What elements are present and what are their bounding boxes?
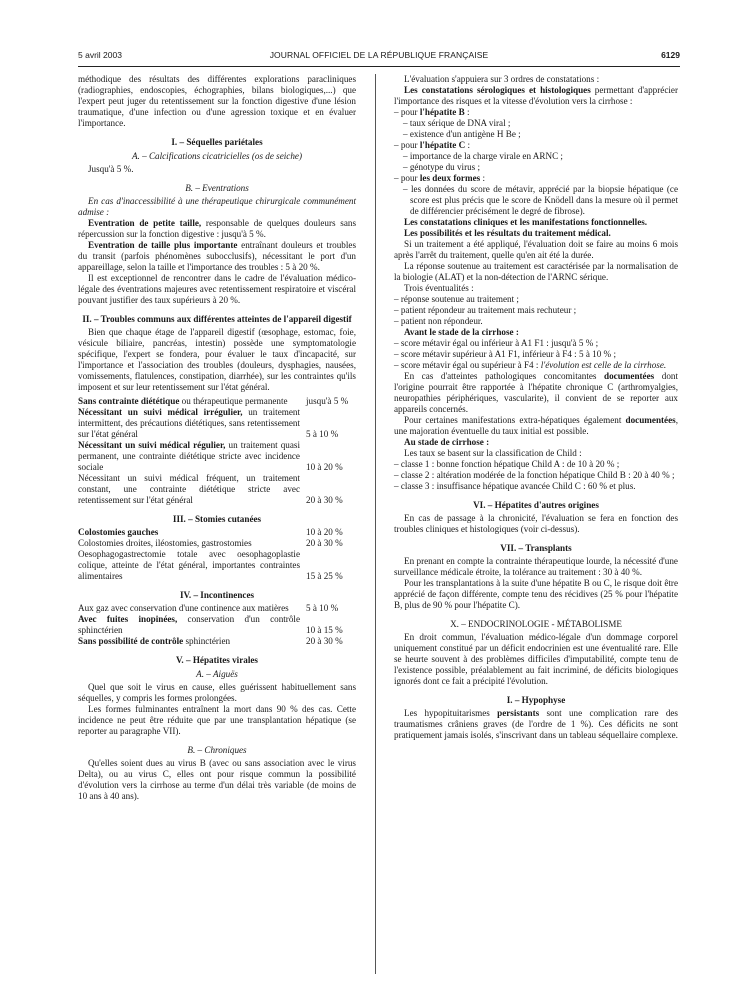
section-title: VI. – Hépatites d'autres origines [473,500,599,510]
header-journal-title: JOURNAL OFFICIEL DE LA RÉPUBLIQUE FRANÇAISE [269,50,489,60]
paragraph: Quel que soit le virus en cause, elles guérissent habituellement sans séquelles, y compris les formes prolongées. [78,682,356,703]
rate-row: Sans contrainte diététique ou thérapeutique permanente jusqu'à 5 % [78,396,349,406]
paragraph: Les taux se basent sur la classification de Child : [404,448,582,458]
list-item: – pour l'hépatite C : [394,140,471,150]
list [394,294,678,327]
rate-row: Oesophagogastrectomie totale avec oesophagoplastie colique, atteinte de l'état général, importantes contraintes alimentaires 15 à 25 % [78,549,343,581]
right-column [394,74,678,741]
paragraph: Eventration de taille plus importante entraînant douleurs et troubles du transit (parfois phénomènes subocclusifs), nécessitant le port d'un appareillage, selon la taille et l'importance des troubles : 5 à 20 %. [78,240,357,272]
section-title: III. – Stomies cutanées [172,514,262,524]
paragraph: Jusqu'à 5 %. [88,164,134,174]
list-item: – score métavir égal ou inférieur à A1 F1 : jusqu'à 5 % ; [394,338,599,348]
paragraph: Les hypopituitarismes persistants sont une complication rare des traumatismes crâniens graves (de l'ordre de 1 %). Ces déficits ne sont pratiquement jamais isolés, s'inscrivant dans un tableau séquellaire complexe. [394,708,678,740]
list-item: – classe 2 : altération modérée de la fonction hépatique Child B : 20 à 40 % ; [394,470,675,480]
rate-row: Sans possibilité de contrôle sphinctérien 20 à 30 % [78,636,343,646]
section-title: VII. – Transplants [500,543,572,553]
rate-row: Aux gaz avec conservation d'une continence aux matières 5 à 10 % [78,603,339,613]
list-item: – génotype du virus ; [403,162,481,172]
rate-table [78,396,356,506]
paragraph: Les formes fulminantes entraînent la mort dans 90 % des cas. Cette incidence ne peut être réduite que par une transplantation hépatique (se reporter au paragraphe VII). [78,704,356,736]
rate-row: Nécessitant un suivi médical fréquent, un traitement constant, une contrainte diététique stricte avec retentissement sur l'état général 20 à 30 % [78,473,343,505]
paragraph: Trois éventualités : [404,283,474,293]
rate-row: Colostomies droites, iléostomies, gastrostomies 20 à 30 % [78,538,343,548]
chapter-title: X. – ENDOCRINOLOGIE - MÉTABOLISME [450,619,622,629]
paragraph: Bien que chaque étage de l'appareil digestif (œsophage, estomac, foie, vésicule biliaire, pancréas, intestin) possède une symptomatologie spécifique, l'expert se fondera, pour évaluer le taux d'incapacité, sur l'importance et l'association des troubles (douleurs, dysphagies, nausées, vomissements, flatulences, constipation, diarrhée), sur les contraintes qu'ils imposent et sur leur retentissement sur l'état général. [78,327,356,392]
list-item: – score métavir supérieur à A1 F1, inférieur à F4 : 5 à 10 % ; [394,349,616,359]
page-header [78,50,680,64]
paragraph: En cas d'inaccessibilité à une thérapeutique chirurgicale communément admise : [78,196,356,217]
paragraph: L'évaluation s'appuiera sur 3 ordres de constatations : [404,74,600,84]
paragraph: Pour certaines manifestations extra-hépatiques également documentées, une majoration éventuelle du taux initial est possible. [394,415,678,436]
list [394,338,678,371]
list-item: – patient répondeur au traitement mais rechuteur ; [394,305,577,315]
list-item: – les données du score de métavir, apprécié par la biopsie hépatique (ce score est plus précis que le score de Knödell dans la mesure où il permet de différencier précisément le degré de fibrose). [403,184,678,216]
section-title: II. – Troubles communs aux différentes atteintes de l'appareil digestif [82,314,352,324]
subsection-title: A. – Aiguës [196,669,238,679]
header-rule [78,66,680,67]
paragraph: En cas de passage à la chronicité, l'évaluation se fera en fonction des troubles cliniques et histologiques (voir ci-dessus). [394,513,678,534]
list [394,459,678,492]
section-title: I. – Hypophyse [506,695,566,705]
paragraph: Eventration de petite taille, responsable de quelques douleurs sans répercussion sur la fonction digestive : jusqu'à 5 %. [78,218,356,239]
paragraph: Les constatations sérologiques et histologiques permettant d'apprécier l'importance des risques et la vitesse d'évolution vers la cirrhose : [394,85,678,106]
paragraph: Les constatations cliniques et les manifestations fonctionnelles. [404,217,648,227]
list-item: – réponse soutenue au traitement ; [394,294,519,304]
list-item: – pour les deux formes : [394,173,486,183]
header-date: 5 avril 2003 [78,50,122,60]
section-title: IV. – Incontinences [179,590,255,600]
paragraph: En cas d'atteintes pathologiques concomitantes documentées dont l'origine pourrait être rapportée à l'hépatite chronique C (arthromyalgies, neuropathies périphériques, vascularite), il convient de se reporter aux appareils concernés. [394,371,678,414]
rate-row: Avec fuites inopinées, conservation d'un contrôle sphinctérien 10 à 15 % [78,614,343,635]
list-item: – classe 3 : insuffisance hépatique avancée Child C : 60 % et plus. [394,481,636,491]
list-item: – classe 1 : bonne fonction hépatique Child A : de 10 à 20 % ; [394,459,620,469]
subsection-title: B. – Eventrations [185,183,249,193]
rate-table [78,527,356,582]
intro-paragraph: méthodique des résultats des différentes explorations paracliniques (radiographies, endoscopies, échographies, bilans biologiques,...) que l'expert peut juger du retentissement sur la fonction digestive d'une lésion traumatique, d'une infection ou d'une agression toxique et en évaluer l'importance. [78,74,356,128]
list-item: – taux sérique de DNA viral ; [403,118,511,128]
list-item: – score métavir égal ou supérieur à F4 : l'évolution est celle de la cirrhose. [394,360,667,370]
subsection-title: A. – Calcifications cicatricielles (os de seiche) [131,151,303,161]
rate-row: Nécessitant un suivi médical régulier, un traitement quasi permanent, une contrainte diététique stricte avec incidence sociale 10 à 20 % [78,440,343,472]
list-item: – patient non répondeur. [394,316,483,326]
paragraph: Si un traitement a été appliqué, l'évaluation doit se faire au moins 6 mois après l'arrêt du traitement, quelle qu'en ait été la durée. [394,239,678,260]
rate-table [78,603,356,647]
left-column [78,74,356,802]
rate-row: Nécessitant un suivi médical irrégulier, un traitement intermittent, des précautions diététiques, sans retentissement sur l'état général 5 à 10 % [78,407,339,439]
paragraph: La réponse soutenue au traitement est caractérisée par la normalisation de la biologie (ALAT) et la non-détection de l'ARNC sérique. [394,261,678,282]
list-item: – existence d'un antigène H Be ; [403,129,521,139]
paragraph: Au stade de cirrhose : [404,437,490,447]
section-title: V. – Hépatites virales [176,655,258,665]
paragraph: Pour les transplantations à la suite d'une hépatite B ou C, le risque doit être apprécié de façon différente, compte tenu des récidives (25 % pour l'hépatite B, plus de 90 % pour l'hépatite C). [394,578,678,610]
list-item: – importance de la charge virale en ARNC ; [403,151,563,161]
paragraph: Les possibilités et les résultats du traitement médical. [404,228,611,238]
list-item: – pour l'hépatite B : [394,107,470,117]
rate-row: Colostomies gauches 10 à 20 % [78,527,343,537]
subsection-title: B. – Chroniques [187,745,247,755]
paragraph: Avant le stade de la cirrhose : [404,327,519,337]
list [394,107,678,217]
paragraph: Il est exceptionnel de rencontrer dans le cadre de l'évaluation médico-légale des éventrations majeures avec retentissement respiratoire et viscéral pouvant justifier des taux supérieurs à 20 %. [78,273,356,305]
paragraph: En droit commun, l'évaluation médico-légale d'un dommage corporel uniquement constitué par un déficit endocrinien est une éventualité rare. Elle se heurte souvent à des problèmes difficiles d'imputabilité, compte tenu de l'existence possible, préalablement au fait incriminé, de déficits biologiques ignorés dont ce fait a précipité l'évolution. [394,632,678,686]
section-title: I. – Séquelles pariétales [171,137,263,147]
paragraph: En prenant en compte la contrainte thérapeutique lourde, la nécessité d'une surveillance médicale étroite, la tolérance au traitement : 30 à 40 %. [394,556,678,577]
column-separator [375,74,376,974]
header-page-number: 6129 [661,50,680,60]
paragraph: Qu'elles soient dues au virus B (avec ou sans association avec le virus Delta), ou au virus C, elles ont pour risque commun la possibilité d'évolution vers la cirrhose au terme d'un délai très variable (de moins de 10 ans à 40 ans). [78,758,356,801]
